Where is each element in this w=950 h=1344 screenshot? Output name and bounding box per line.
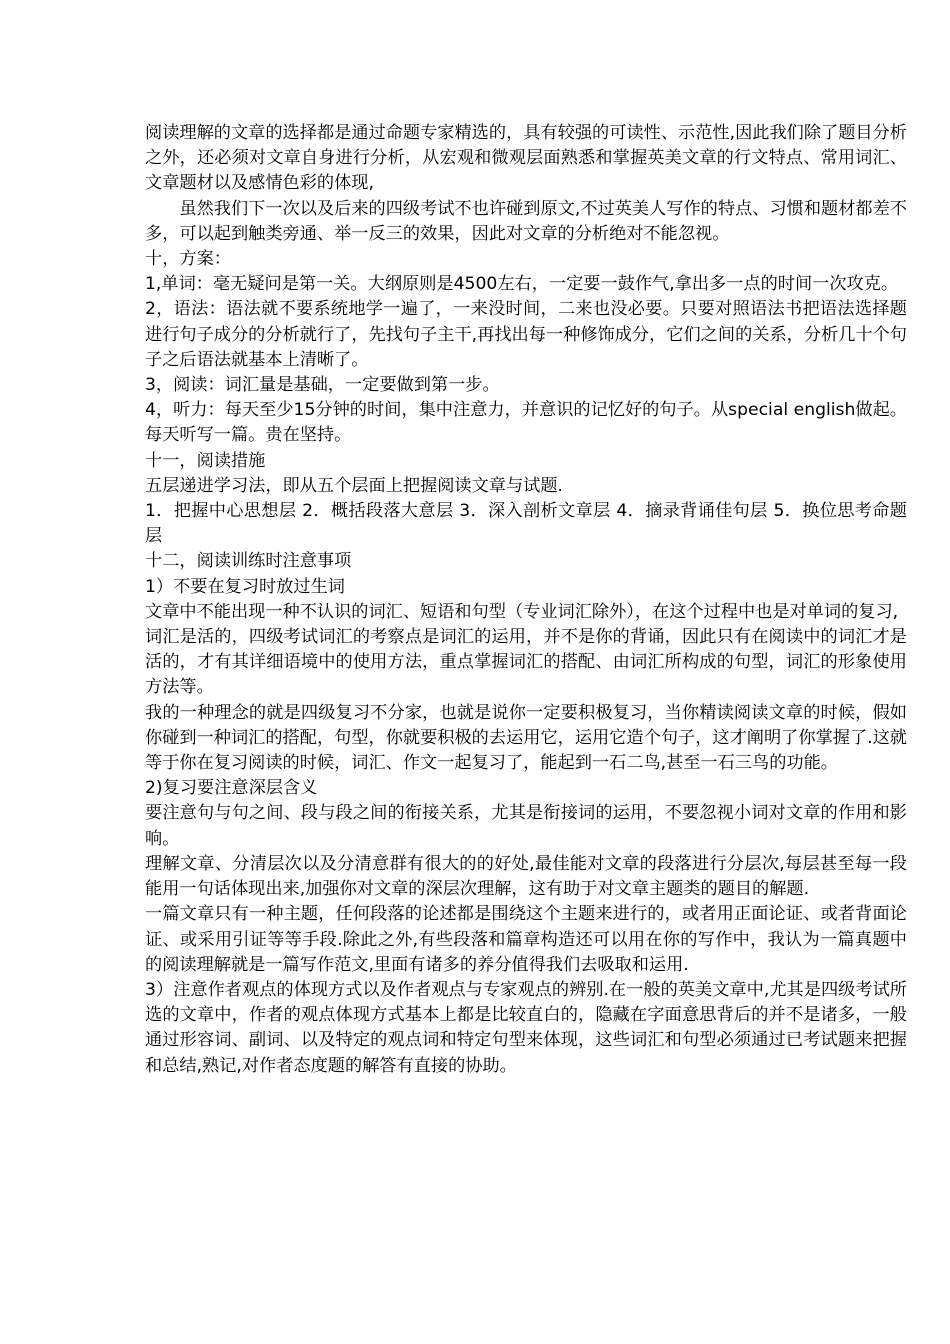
plan-item-grammar: 2，语法：语法就不要系统地学一遍了，一来没时间，二来也没必要。只要对照语法书把语法选择题进行句子成分的分析就行了，先找句子主干,再找出每一种修饰成分，它们之间的关系，分析几十个句子之后语法就基本上清晰了。 (145, 299, 907, 370)
document-body (145, 121, 907, 1079)
body-paragraph: 理解文章、分清层次以及分清意群有很大的的好处,最佳能对文章的段落进行分层次,每层甚至每一段能用一句话体现出来,加强你对文章的深层次理解，这有助于对文章主题类的题目的解题. (145, 853, 907, 900)
body-paragraph: 词汇是活的，四级考试词汇的考察点是词汇的运用，并不是你的背诵，因此只有在阅读中的词汇才是活的，才有其详细语境中的使用方法，重点掌握词汇的搭配、由词汇所构成的句型，词汇的形象使用方法等。 (145, 627, 907, 698)
subheading-deep-meaning: 2)复习要注意深层含义 (145, 778, 318, 799)
five-levels-list: 1．把握中心思想层 2．概括段落大意层 3．深入剖析文章层 4．摘录背诵佳句层 5．换位思考命题层 (145, 501, 907, 547)
subheading-author-viewpoint: 3）注意作者观点的体现方式以及作者观点与专家观点的辨别.在一般的英美文章中,尤其是四级考试所选的文章中，作者的观点体现方式基本上都是比较直白的，隐藏在字面意思背后的并不是诸多，一般通过形容词、副词、以及特定的观点词和特定句型来体现，这些词汇和句型必须通过已考试题来把握和总结,熟记,对作者态度题的解答有直接的协助。 (145, 979, 907, 1076)
section-heading-training-notes: 十二，阅读训练时注意事项 (145, 551, 352, 572)
body-paragraph: 一篇文章只有一种主题，任何段落的论述都是围绕这个主题来进行的，或者用正面论证、或者背面论证、或采用引证等等手段.除此之外,有些段落和篇章构造还可以用在你的写作中，我认为一篇真题中的阅读理解就是一篇写作范文,里面有诸多的养分值得我们去吸取和运用. (145, 904, 907, 975)
plan-item-vocabulary: 1,单词：毫无疑问是第一关。大纲原则是4500左右，一定要一鼓作气,拿出多一点的时间一次攻克。 (145, 274, 899, 295)
subheading-new-words: 1）不要在复习时放过生词 (145, 576, 345, 597)
body-paragraph: 要注意句与句之间、段与段之间的衔接关系，尤其是衔接词的运用，不要忽视小词对文章的作用和影响。 (145, 803, 907, 849)
section-heading-reading-measures: 十一，阅读措施 (145, 450, 266, 471)
body-paragraph: 我的一种理念的就是四级复习不分家，也就是说你一定要积极复习，当你精读阅读文章的时候，假如你碰到一种词汇的搭配，句型，你就要积极的去运用它，运用它造个句子，这才阐明了你掌握了.这就等于你在复习阅读的时候，词汇、作文一起复习了，能起到一石二鸟,甚至一石三鸟的功能。 (145, 702, 907, 774)
body-paragraph: 五层递进学习法，即从五个层面上把握阅读文章与试题. (145, 475, 563, 496)
intro-paragraph: 阅读理解的文章的选择都是通过命题专家精选的，具有较强的可读性、示范性,因此我们除了题目分析之外，还必须对文章自身进行分析，从宏观和微观层面熟悉和掌握英美文章的行文特点、常用词汇、文章题材以及感情色彩的体现, (145, 123, 907, 194)
intro-paragraph-continued: 虽然我们下一次以及后来的四级考试不也许碰到原文,不过英美人写作的特点、习惯和题材都差不多，可以起到触类旁通、举一反三的效果，因此对文章的分析绝对不能忽视。 (145, 198, 907, 244)
body-paragraph: 文章中不能出现一种不认识的词汇、短语和句型（专业词汇除外），在这个过程中也是对单词的复习, (145, 601, 899, 622)
plan-item-reading: 3，阅读：词汇量是基础，一定要做到第一步。 (145, 375, 500, 396)
section-heading-plan: 十，方案： (145, 249, 231, 270)
plan-item-listening: 4，听力：每天至少15分钟的时间，集中注意力，并意识的记忆好的句子。从special english做起。每天听写一篇。贵在坚持。 (145, 400, 907, 446)
